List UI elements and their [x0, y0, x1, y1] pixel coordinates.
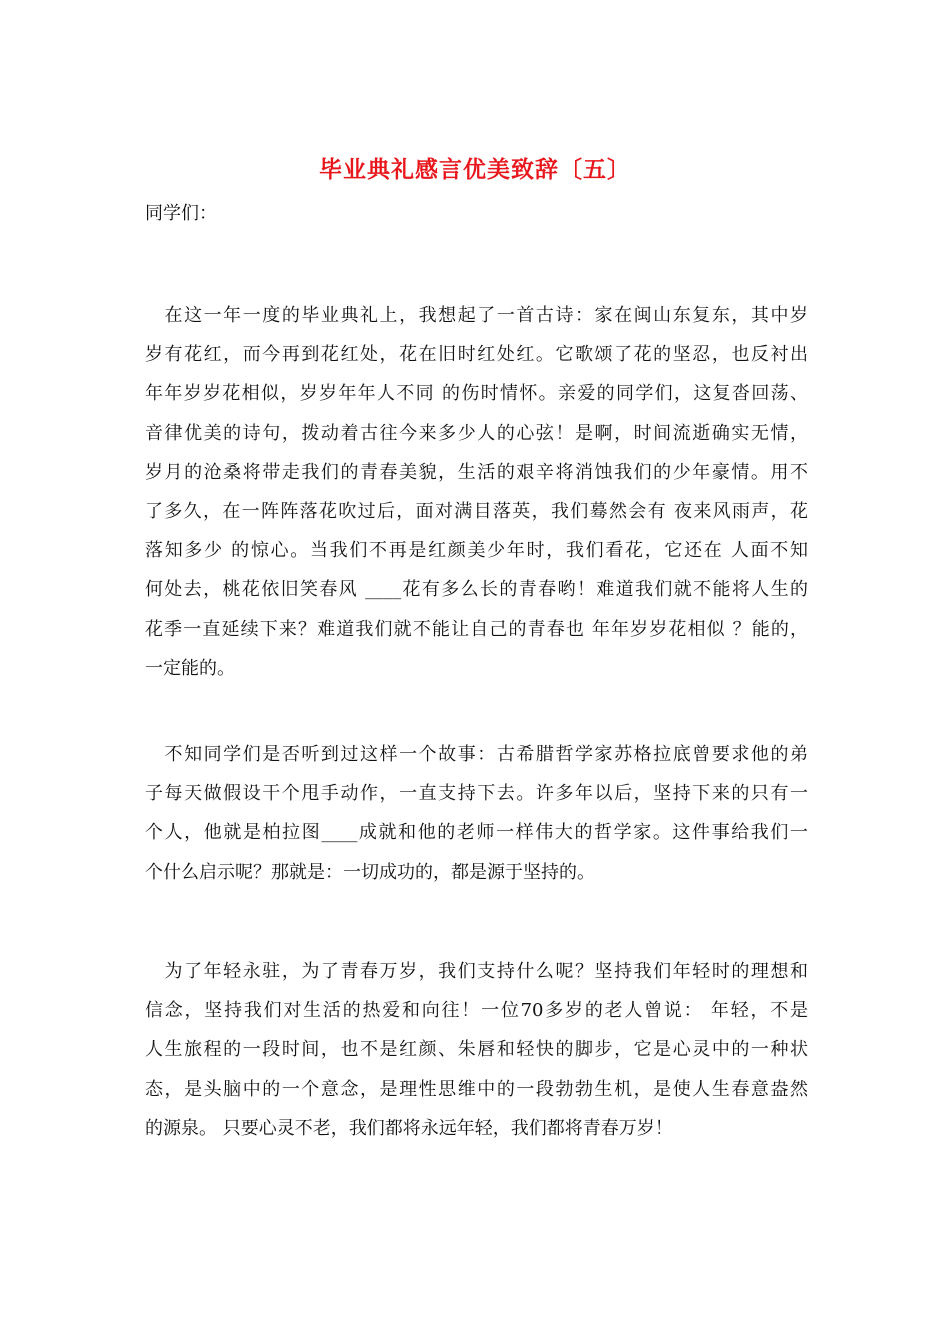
paragraph-line: 落知多少 的惊心。当我们不再是红颜美少年时，我们看花，它还在 人面不知 [145, 540, 808, 562]
paragraph-line: 岁有花红，而今再到花红处，花在旧时红处红。它歌颂了花的坚忍，也反衬出 [145, 344, 808, 366]
paragraph-line: 个什么启示呢？那就是：一切成功的，都是源于坚持的。 [145, 861, 595, 883]
paragraph-line: 人生旅程的一段时间，也不是红颜、朱唇和轻快的脚步，它是心灵中的一种状 [145, 1039, 808, 1061]
paragraph-line: 年年岁岁花相似，岁岁年年人不同 的伤时情怀。亲爱的同学们，这复沓回荡、 [145, 383, 808, 405]
paragraph-line: 子每天做假设干个甩手动作，一直支持下去。许多年以后，坚持下来的只有一 [145, 783, 808, 805]
salutation: 同学们： [145, 203, 217, 224]
paragraph-line: 为了年轻永驻，为了青春万岁，我们支持什么呢？坚持我们年轻时的理想和 [145, 961, 808, 982]
paragraph-3 [145, 952, 808, 1148]
paragraph-line: 个人，他就是柏拉图____成就和他的老师一样伟大的哲学家。这件事给我们一 [145, 822, 808, 844]
paragraph-2 [145, 735, 808, 892]
paragraph-line: 的源泉。 只要心灵不老，我们都将永远年轻，我们都将青春万岁！ [145, 1117, 673, 1139]
paragraph-line: 岁月的沧桑将带走我们的青春美貌，生活的艰辛将消蚀我们的少年豪情。用不 [145, 461, 808, 483]
paragraph-line: 何处去，桃花依旧笑春风 ____花有多么长的青春哟！难道我们就不能将人生的 [145, 579, 808, 601]
paragraph-line: 在这一年一度的毕业典礼上，我想起了一首古诗：家在闽山东复东，其中岁 [145, 305, 808, 326]
paragraph-line: 了多久，在一阵阵落花吹过后，面对满目落英，我们蓦然会有 夜来风雨声，花 [145, 500, 808, 522]
paragraph-line: 花季一直延续下来？难道我们就不能让自己的青春也 年年岁岁花相似 ？能的， [145, 618, 808, 640]
document-title: 毕业典礼感言优美致辞〔五〕 [319, 156, 631, 183]
paragraph-line: 态，是头脑中的一个意念，是理性思维中的一段勃勃生机，是使人生春意盎然 [145, 1078, 808, 1100]
paragraph-line: 一定能的。 [145, 657, 235, 679]
paragraph-line: 信念，坚持我们对生活的热爱和向往！一位70多岁的老人曾说： 年轻，不是 [145, 1000, 808, 1022]
paragraph-line: 不知同学们是否听到过这样一个故事：古希腊哲学家苏格拉底曾要求他的弟 [145, 744, 808, 765]
paragraph-1 [145, 296, 808, 688]
paragraph-line: 音律优美的诗句，拨动着古往今来多少人的心弦！是啊，时间流逝确实无情， [145, 422, 808, 444]
